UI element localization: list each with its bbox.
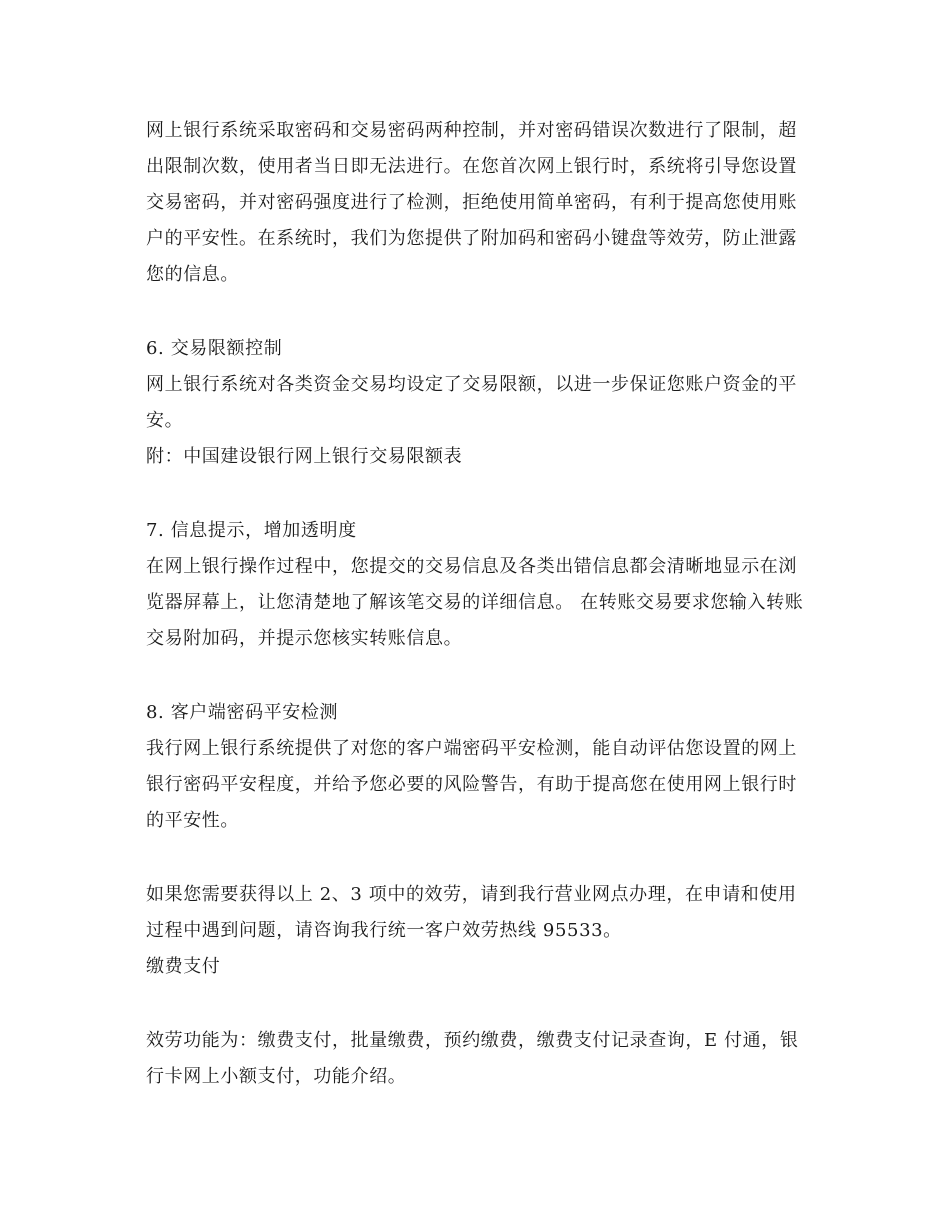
paragraph-line: 的平安性。 <box>146 810 239 831</box>
paragraph-line: 在网上银行操作过程中，您提交的交易信息及各类出错信息都会清晰地显示在浏 <box>146 556 797 577</box>
paragraph-line: 出限制次数，使用者当日即无法进行。在您首次网上银行时，系统将引导您设置 <box>146 156 797 177</box>
paragraph-line: 效劳功能为：缴费支付，批量缴费，预约缴费，缴费支付记录查询，E 付通，银 <box>146 1030 799 1051</box>
paragraph-line: 交易附加码，并提示您核实转账信息。 <box>146 628 463 649</box>
paragraph-line: 户的平安性。在系统时，我们为您提供了附加码和密码小键盘等效劳，防止泄露 <box>146 228 797 249</box>
paragraph-line: 我行网上银行系统提供了对您的客户端密码平安检测，能自动评估您设置的网上 <box>146 738 797 759</box>
paragraph-line: 网上银行系统采取密码和交易密码两种控制，并对密码错误次数进行了限制，超 <box>146 120 797 141</box>
paragraph-line: 安。 <box>146 410 184 431</box>
paragraph-line: 附：中国建设银行网上银行交易限额表 <box>146 446 463 467</box>
paragraph-line: 银行密码平安程度，并给予您必要的风险警告，有助于提高您在使用网上银行时 <box>146 774 797 795</box>
section-heading: 6. 交易限额控制 <box>146 338 283 359</box>
section-heading: 8. 客户端密码平安检测 <box>146 702 339 723</box>
section-heading: 7. 信息提示，增加透明度 <box>146 520 357 541</box>
paragraph-line: 网上银行系统对各类资金交易均设定了交易限额，以进一步保证您账户资金的平 <box>146 374 797 395</box>
section-heading: 缴费支付 <box>146 956 221 977</box>
paragraph-line: 行卡网上小额支付，功能介绍。 <box>146 1066 407 1087</box>
paragraph-line: 如果您需要获得以上 2、3 项中的效劳，请到我行营业网点办理，在申请和使用 <box>146 884 797 905</box>
paragraph-line: 过程中遇到问题，请咨询我行统一客户效劳热线 95533。 <box>146 920 622 941</box>
paragraph-line: 交易密码，并对密码强度进行了检测，拒绝使用简单密码，有利于提高您使用账 <box>146 192 797 213</box>
paragraph-line: 览器屏幕上，让您清楚地了解该笔交易的详细信息。 在转账交易要求您输入转账 <box>146 592 804 613</box>
paragraph-line: 您的信息。 <box>146 264 239 285</box>
